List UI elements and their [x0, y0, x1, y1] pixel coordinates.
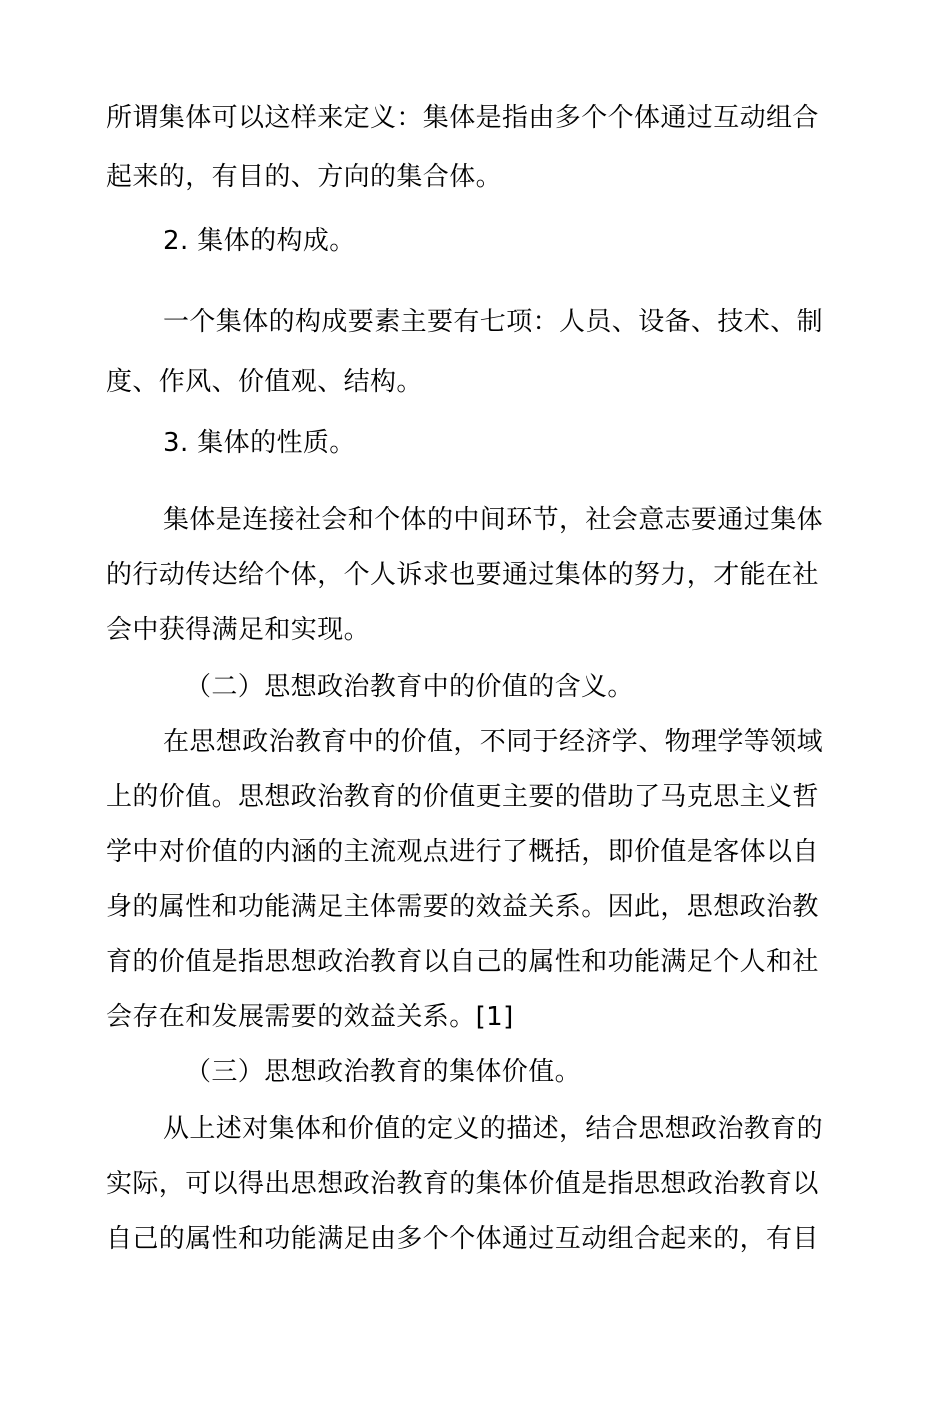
section-heading: （二）思想政治教育中的价值的含义。 — [185, 672, 634, 702]
paragraph-line: 上的价值。思想政治教育的价值更主要的借助了马克思主义哲 — [106, 782, 819, 812]
paragraph-line: 会存在和发展需要的效益关系。[1] — [106, 1002, 514, 1032]
paragraph-line: 所谓集体可以这样来定义：集体是指由多个个体通过互动组合 — [106, 103, 819, 133]
paragraph-line: 身的属性和功能满足主体需要的效益关系。因此，思想政治教 — [106, 892, 819, 922]
paragraph-line: 实际，可以得出思想政治教育的集体价值是指思想政治教育以 — [106, 1169, 819, 1199]
section-heading: 3. 集体的性质。 — [163, 428, 356, 458]
section-heading: 2. 集体的构成。 — [163, 226, 356, 256]
paragraph-line: 自己的属性和功能满足由多个个体通过互动组合起来的，有目 — [106, 1224, 819, 1254]
paragraph-line: 在思想政治教育中的价值，不同于经济学、物理学等领域 — [163, 727, 824, 757]
paragraph-line: 从上述对集体和价值的定义的描述，结合思想政治教育的 — [163, 1114, 824, 1144]
paragraph-line: 起来的，有目的、方向的集合体。 — [106, 162, 503, 192]
paragraph-line: 会中获得满足和实现。 — [106, 615, 371, 645]
paragraph-line: 育的价值是指思想政治教育以自己的属性和功能满足个人和社 — [106, 947, 819, 977]
paragraph-line: 一个集体的构成要素主要有七项：人员、设备、技术、制 — [163, 307, 824, 337]
paragraph-line: 集体是连接社会和个体的中间环节，社会意志要通过集体 — [163, 505, 824, 535]
paragraph-line: 度、作风、价值观、结构。 — [106, 367, 423, 397]
paragraph-line: 的行动传达给个体，个人诉求也要通过集体的努力，才能在社 — [106, 560, 819, 590]
section-heading: （三）思想政治教育的集体价值。 — [185, 1057, 582, 1087]
paragraph-line: 学中对价值的内涵的主流观点进行了概括，即价值是客体以自 — [106, 837, 819, 867]
